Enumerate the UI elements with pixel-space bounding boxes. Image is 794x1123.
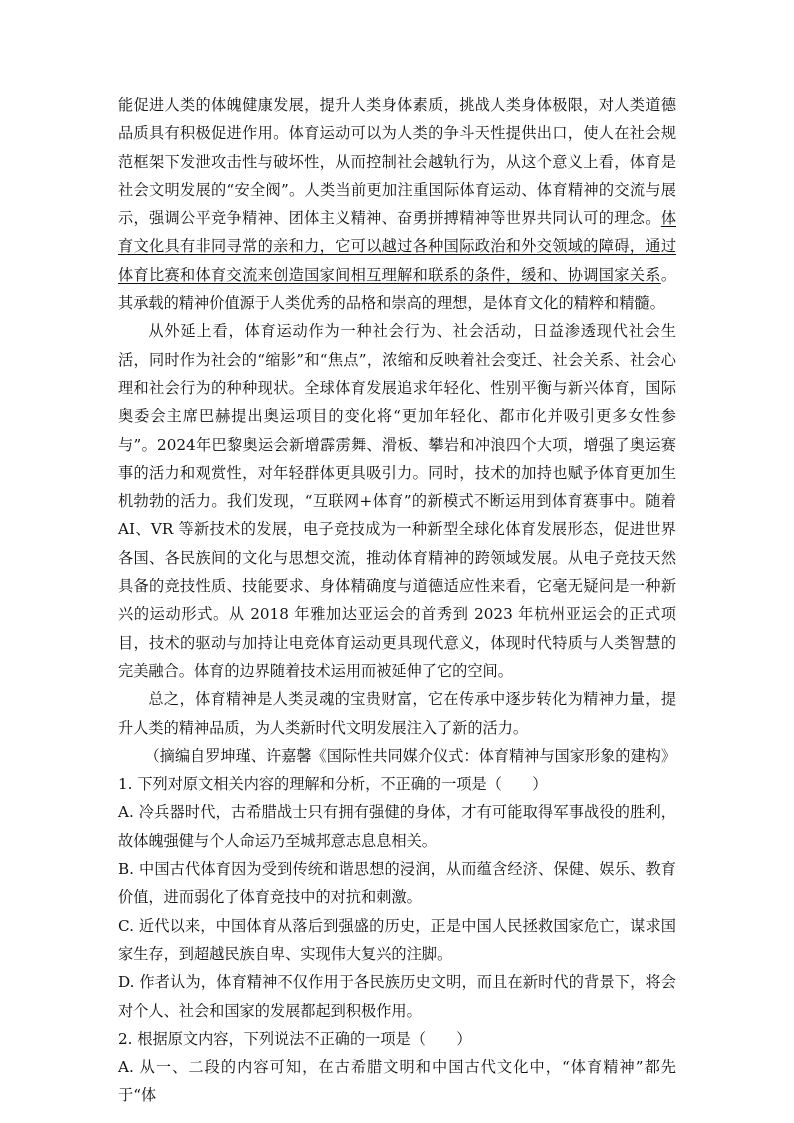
question-2-stem: 2. 根据原文内容，下列说法不正确的一项是（ ） [118, 1029, 472, 1048]
question-1-option-b: B. 中国古代体育因为受到传统和谐思想的浸润，从而蕴含经济、保健、娱乐、教育价值，进而弱化了体育竞技中的对抗和刺激。 [118, 860, 676, 907]
paragraph-1-text-a: 能促进人类的体魄健康发展，提升人类身体素质，挑战人类身体极限，对人类道德品质具有积极促进作用。体育运动可以为人类的争斗天性提供出口，使人在社会规范框架下发泄攻击性与破坏性，从而控制社会越轨行为，从这个意义上看，体育是社会文明发展的“安全阀”。人类当前更加注重国际体育运动、体育精神的交流与展示，强调公平竞争精神、团体主义精神、奋勇拼搏精神等世界共同认可的理念。 [118, 96, 676, 228]
question-1-option-a: A. 冷兵器时代，古希腊战士只有拥有强健的身体，才有可能取得军事战役的胜利，故体魄强健与个人命运乃至城邦意志息息相关。 [118, 803, 676, 850]
paragraph-1 [118, 91, 676, 317]
question-2-option-a: A. 从一、二段的内容可知，在古希腊文明和中国古代文化中，“体育精神”都先于“体 [118, 1058, 676, 1105]
underlined-sentence: 体育文化具有非同寻常的亲和力，它可以越过各种国际政治和外交领域的障碍，通过体育比赛和体育交流来创造国家间相互理解和联系的条件，缓和、协调国家关系 [118, 209, 676, 284]
paragraph-3: 总之，体育精神是人类灵魂的宝贵财富，它在传承中逐步转化为精神力量，提升人类的精神品质，为人类新时代文明发展注入了新的活力。 [118, 690, 676, 737]
question-1-option-c: C. 近代以来，中国体育从落后到强盛的历史，正是中国人民拯救国家危亡，谋求国家生存，到超越民族自卑、实现伟大复兴的注脚。 [118, 916, 676, 963]
source-citation: （摘编自罗坤瑾、许嘉馨《国际性共同媒介仪式：体育精神与国家形象的建构》 [144, 746, 676, 765]
paragraph-2: 从外延上看，体育运动作为一种社会行为、社会活动，日益渗透现代社会生活，同时作为社会的“缩影”和“焦点”，浓缩和反映着社会变迁、社会关系、社会心理和社会行为的种种现状。全球体育发展追求年轻化、性别平衡与新兴体育，国际奥委会主席巴赫提出奥运项目的变化将“更加年轻化、都市化并吸引更多女性参与”。2024年巴黎奥运会新增霹雳舞、滑板、攀岩和冲浪四个大项，增强了奥运赛事的活力和观赏性，对年轻群体更具吸引力。同时，技术的加持也赋予体育更加生机勃勃的活力。我们发现，“互联网+体育”的新模式不断运用到体育赛事中。随着 AI、VR 等新技术的发展，电子竞技成为一种新型全球化体育发展形态，促进世界各国、各民族间的文化与思想交流，推动体育精神的跨领域发展。从电子竞技天然具备的竞技性质、技能要求、身体精确度与道德适应性来看，它毫无疑问是一种新兴的运动形式。从 2018 年雅加达亚运会的首秀到 2023 年杭州亚运会的正式项目，技术的驱动与加持让电竞体育运动更具现代意义，体现时代特质与人类智慧的完美融合。体育的边界随着技术运用而被延伸了它的空间。 [118, 322, 676, 680]
paragraph-1-text-b: 。其承载的精神价值源于人类优秀的品格和崇高的理想，是体育文化的精粹和精髓。 [118, 265, 676, 313]
question-1-stem: 1. 下列对原文相关内容的理解和分析，不正确的一项是（ ） [118, 775, 548, 794]
question-1-option-d: D. 作者认为，体育精神不仅作用于各民族历史文明，而且在新时代的背景下，将会对个人、社会和国家的发展都起到积极作用。 [118, 973, 676, 1020]
